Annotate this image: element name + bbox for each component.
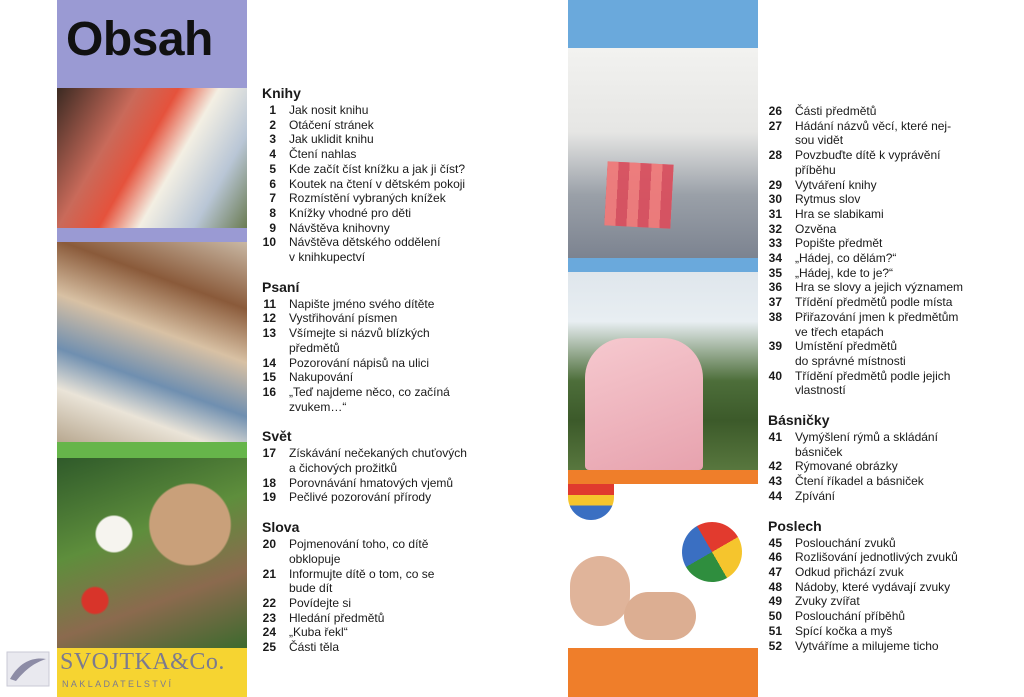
toc-entry — [262, 132, 562, 147]
toc-entry-title: Rytmus slov — [795, 192, 861, 207]
hand-holding-maraca — [624, 592, 696, 640]
toc-entry — [262, 103, 562, 118]
toc-entry-number: 31 — [768, 206, 782, 221]
toc-entry — [262, 311, 562, 326]
toc-entry — [768, 236, 1018, 251]
toc-entry-title: Knížky vhodné pro děti — [289, 205, 412, 220]
toc-entry-title: „Hádej, kde to je?“ — [795, 265, 894, 280]
toc-entry-number: 14 — [262, 355, 276, 370]
toc-entry-title: Odkud přichází zvuk — [795, 564, 904, 579]
toc-entry — [768, 474, 1018, 489]
toc-entry — [262, 235, 562, 264]
toc-entry — [262, 567, 562, 596]
toc-entry-number: 13 — [262, 326, 276, 341]
toc-entry-number: 51 — [768, 623, 782, 638]
section-gap — [262, 414, 562, 428]
toc-entry-title: Získávání nečekaných chuťových a čichových prožitků — [289, 446, 467, 476]
toc-entry — [768, 280, 1018, 295]
toc-entry — [262, 490, 562, 505]
toc-entry-number: 32 — [768, 221, 782, 236]
toc-entry-number: 37 — [768, 295, 782, 310]
toc-entry-title: Povídejte si — [289, 595, 352, 610]
toc-entry-number: 50 — [768, 609, 782, 624]
toc-entry-number: 33 — [768, 236, 782, 251]
toc-entry — [262, 385, 562, 414]
toc-entry-number: 29 — [768, 177, 782, 192]
toc-entry — [768, 459, 1018, 474]
page-title: Obsah — [66, 13, 213, 66]
toc-entry — [262, 537, 562, 566]
toc-entry — [768, 536, 1018, 551]
toc-entry-number: 23 — [262, 610, 276, 625]
toc-entry-title: Kde začít číst knížku a jak ji číst? — [289, 161, 466, 176]
hand-holding-maraca — [570, 556, 630, 626]
section-heading: Psaní — [262, 278, 300, 295]
toc-entry-title: Rozmístění vybraných knížek — [289, 191, 446, 206]
toc-entry — [262, 147, 562, 162]
toc-entry — [768, 624, 1018, 639]
toc-entry-number: 1 — [269, 103, 276, 117]
photo-child-reading — [57, 88, 247, 228]
toc-entry — [768, 251, 1018, 266]
toc-entry-number: 36 — [768, 280, 782, 295]
toc-entry-number: 40 — [768, 368, 782, 383]
publisher-logo — [6, 649, 225, 693]
section-heading: Poslech — [768, 517, 822, 534]
toc-entry-title: Pojmenování toho, co dítě obklopuje — [289, 537, 429, 566]
toc-entry-number: 7 — [269, 191, 276, 206]
toc-entry — [262, 611, 562, 626]
toc-entry — [262, 625, 562, 640]
toc-entry-title: Návštěva dětského oddělení v knihkupectví — [289, 235, 441, 265]
color-stripe-blue — [568, 0, 758, 48]
toc-entry-title: Poslouchání zvuků — [795, 535, 896, 550]
toc-entry-number: 43 — [768, 474, 782, 489]
toc-entry-title: Povzbuďte dítě k vyprávění příběhu — [795, 148, 941, 177]
toc-entry-title: Koutek na čtení v dětském pokoji — [289, 176, 466, 191]
publisher-name: SVOJTKA&Co. — [60, 649, 225, 675]
toc-entry-title: Informujte dítě o tom, co se bude dít — [289, 566, 435, 596]
toc-entry — [262, 640, 562, 655]
toc-entry-number: 9 — [269, 220, 276, 235]
toc-entry-number: 42 — [768, 459, 782, 474]
toc-entry — [768, 192, 1018, 207]
toc-entry-title: Čtení říkadel a básniček — [795, 474, 924, 489]
toc-entry — [768, 148, 1018, 177]
color-stripe-green — [57, 442, 247, 458]
toc-entry — [262, 206, 562, 221]
toc-entry — [262, 326, 562, 355]
toc-left-column — [262, 85, 562, 655]
toc-entry-number: 46 — [768, 550, 782, 565]
toc-entry-title: Nádoby, které vydávají zvuky — [795, 579, 951, 594]
toc-entry-number: 12 — [262, 311, 276, 326]
color-stripe-lavender — [57, 228, 247, 242]
section-gap — [262, 265, 562, 279]
toc-entry-title: Vytváření knihy — [795, 177, 877, 192]
toc-entry-title: Části předmětů — [795, 104, 877, 118]
toc-entry-number: 3 — [269, 132, 276, 147]
toc-entry-number: 24 — [262, 625, 276, 640]
toc-entry — [262, 370, 562, 385]
toc-entry-number: 39 — [768, 339, 782, 354]
toc-entry-number: 11 — [263, 296, 276, 311]
toc-entry — [768, 339, 1018, 368]
toc-entry — [768, 295, 1018, 310]
toc-entry — [768, 310, 1018, 339]
toc-entry-title: Ozvěna — [795, 221, 837, 236]
toc-entry-title: Všímejte si názvů blízkých předmětů — [289, 326, 430, 355]
toc-entry-number: 47 — [768, 564, 782, 579]
toc-entry-title: Napište jméno svého dítěte — [289, 296, 435, 311]
toc-entry — [262, 191, 562, 206]
toc-entry-number: 48 — [768, 579, 782, 594]
toc-entry-number: 35 — [768, 265, 782, 280]
toc-entry-number: 44 — [768, 488, 782, 503]
toc-entry-number: 27 — [768, 118, 782, 133]
toc-entry-number: 16 — [262, 384, 276, 399]
pink-checkered-card — [604, 161, 673, 228]
toc-entry-title: Vymýšlení rýmů a skládání básniček — [795, 430, 938, 459]
toc-entry — [262, 356, 562, 371]
toc-entry-number: 52 — [768, 638, 782, 653]
publisher-subtitle: NAKLADATELSTVÍ — [62, 679, 174, 689]
toc-entry — [768, 489, 1018, 504]
section-heading: Básničky — [768, 412, 830, 429]
toc-entry — [768, 550, 1018, 565]
toc-entry-number: 34 — [768, 251, 782, 266]
toc-entry-title: Vystřihování písmen — [289, 311, 398, 326]
toc-entry-title: Jak uklidit knihu — [289, 132, 374, 147]
toc-entry-title: Návštěva knihovny — [289, 220, 390, 235]
toc-entry — [768, 178, 1018, 193]
toc-entry-title: Zpívání — [795, 488, 836, 503]
toc-entry-title: Umístění předmětů do správné místnosti — [795, 339, 906, 368]
toc-entry-number: 19 — [262, 490, 276, 505]
toc-entry-number: 26 — [768, 104, 782, 118]
toc-entry — [262, 221, 562, 236]
toc-right-column — [768, 104, 1018, 653]
toc-entry-number: 21 — [262, 566, 276, 581]
photo-adult-and-child-book — [57, 242, 247, 442]
toc-entry — [768, 104, 1018, 119]
toc-entry — [768, 430, 1018, 459]
toc-entry-number: 10 — [262, 235, 276, 250]
section-gap — [262, 505, 562, 519]
photo-child-smelling-flowers — [57, 458, 247, 648]
toc-entry-title: Nakupování — [289, 370, 354, 385]
toc-entry-number: 8 — [269, 205, 276, 220]
color-stripe-orange — [568, 470, 758, 484]
toc-entry — [262, 596, 562, 611]
toc-entry — [768, 565, 1018, 580]
color-stripe-blue — [568, 258, 758, 272]
title-block — [57, 0, 247, 88]
toc-entry-title: Porovnávání hmatových vjemů — [289, 475, 454, 490]
toc-entry-title: Pozorování nápisů na ulici — [289, 355, 430, 370]
toc-entry-number: 18 — [262, 475, 276, 490]
toc-entry-title: Spící kočka a myš — [795, 623, 893, 638]
logo-swoosh-icon — [6, 651, 50, 687]
toc-entry-title: Čtení nahlas — [289, 147, 357, 162]
toc-entry-title: Třídění předmětů podle jejich vlastností — [795, 368, 951, 398]
toc-entry-title: Hra se slovy a jejich významem — [795, 280, 964, 295]
toc-entry-title: Otáčení stránek — [289, 117, 374, 132]
toc-entry — [768, 222, 1018, 237]
toc-entry — [768, 207, 1018, 222]
toc-entry-number: 17 — [262, 446, 276, 461]
toc-entry-title: Poslouchání příběhů — [795, 609, 906, 624]
toc-entry-title: Rýmované obrázky — [795, 459, 898, 474]
section-heading: Knihy — [262, 85, 301, 101]
toc-entry-title: Pečlivé pozorování přírody — [289, 490, 432, 505]
toc-entry-number: 41 — [768, 430, 782, 445]
toc-entry-number: 28 — [768, 148, 782, 163]
toc-entry-number: 22 — [262, 595, 276, 610]
child-pink-jacket — [585, 338, 703, 470]
section-heading: Svět — [262, 428, 292, 445]
toc-entry — [262, 297, 562, 312]
toc-entry-title: Zvuky zvířat — [795, 594, 860, 609]
section-gap — [768, 398, 1018, 412]
toc-entry-number: 4 — [269, 147, 276, 162]
toc-entry — [262, 446, 562, 475]
toc-entry-number: 38 — [768, 309, 782, 324]
toc-entry-title: Třídění předmětů podle místa — [795, 295, 953, 310]
toc-entry-title: „Hádej, co dělám?“ — [795, 251, 897, 266]
toc-entry — [262, 177, 562, 192]
toc-entry — [768, 594, 1018, 609]
toc-entry-title: „Teď najdeme něco, co začíná zvukem…“ — [289, 384, 450, 414]
toc-entry — [262, 118, 562, 133]
toc-entry — [768, 369, 1018, 398]
toc-entry-number: 15 — [262, 370, 276, 385]
toc-entry — [262, 476, 562, 491]
toc-entry-title: Hádání názvů věcí, které nej- sou vidět — [795, 118, 952, 148]
toc-entry-title: Přiřazování jmen k předmětům ve třech etapách — [795, 309, 959, 339]
toc-entry-number: 49 — [768, 594, 782, 609]
section-heading: Slova — [262, 519, 300, 536]
toc-entry-title: Části těla — [289, 640, 340, 655]
toc-entry — [768, 119, 1018, 148]
toc-entry — [262, 162, 562, 177]
toc-entry-title: Popište předmět — [795, 236, 883, 251]
toc-entry-number: 6 — [269, 176, 276, 191]
toc-entry — [768, 639, 1018, 654]
toc-entry-title: Hledání předmětů — [289, 610, 385, 625]
toc-entry — [768, 609, 1018, 624]
toc-entry-title: Hra se slabikami — [795, 206, 884, 221]
toc-entry-title: Rozlišování jednotlivých zvuků — [795, 550, 958, 565]
toc-entry-title: Vytváříme a milujeme ticho — [795, 638, 939, 653]
toc-entry-number: 5 — [269, 161, 276, 176]
toc-entry-number: 2 — [269, 117, 276, 132]
color-stripe-orange — [568, 648, 758, 697]
toc-entry-number: 20 — [262, 537, 276, 552]
toc-entry-number: 45 — [768, 535, 782, 550]
toc-entry-title: „Kuba řekl“ — [289, 625, 348, 640]
toc-entry — [768, 266, 1018, 281]
toc-entry-number: 25 — [262, 640, 276, 655]
toc-entry-number: 30 — [768, 192, 782, 207]
toc-entry-title: Jak nosit knihu — [289, 103, 369, 117]
section-gap — [768, 504, 1018, 518]
toc-entry — [768, 580, 1018, 595]
